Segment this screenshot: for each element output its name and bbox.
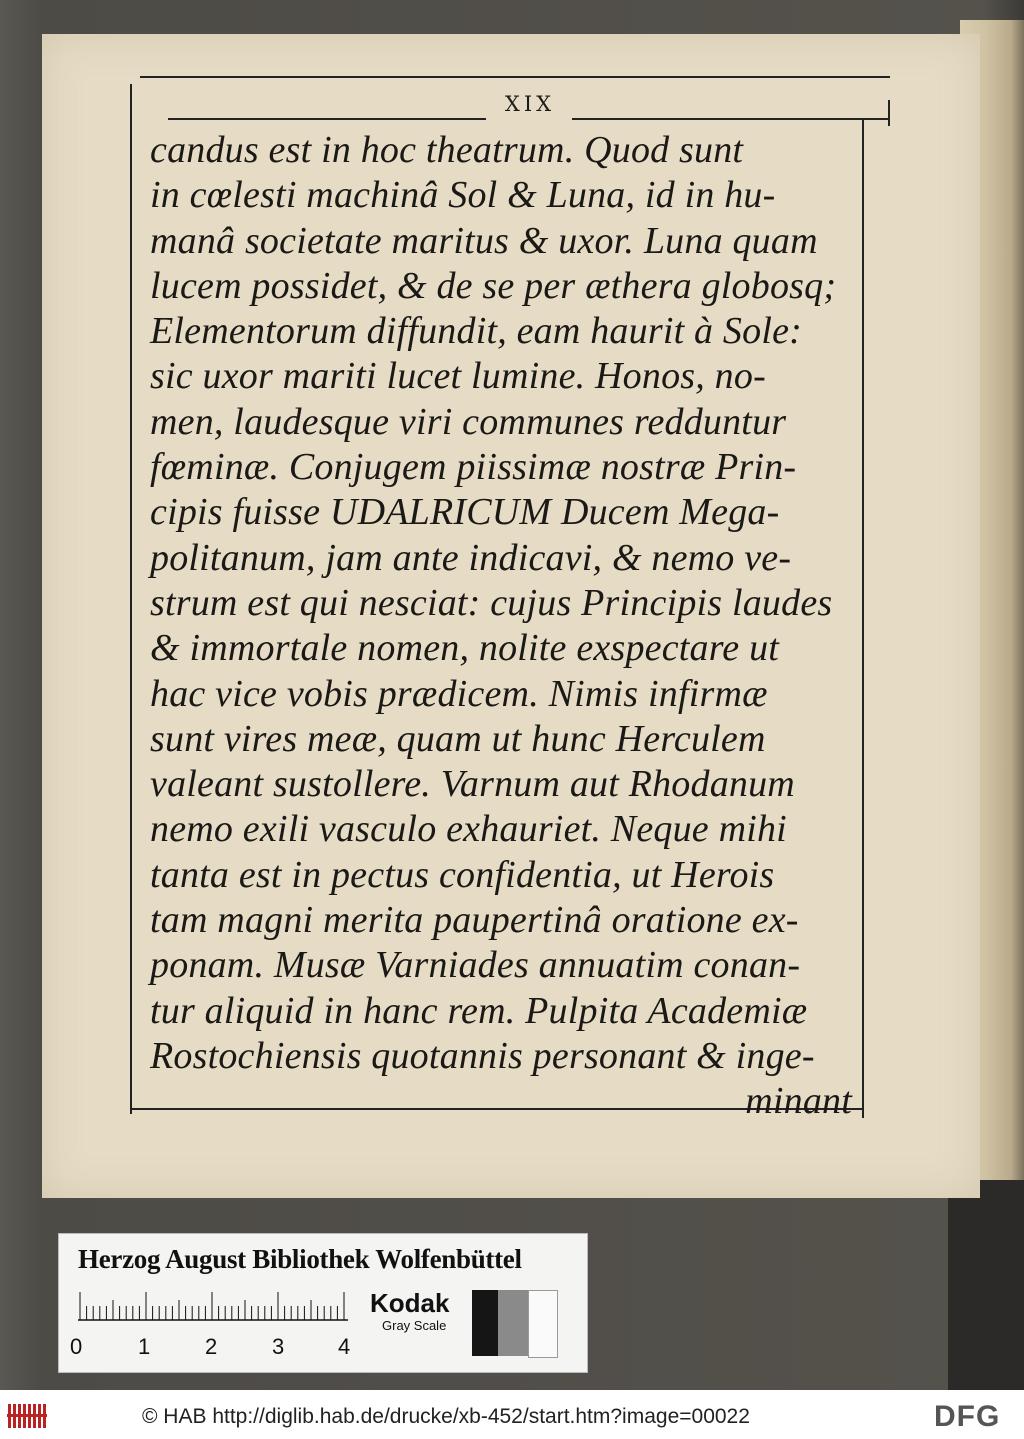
ruler-label: 3	[272, 1334, 285, 1359]
text-line: lucem possidet, & de se per æthera globosq;	[150, 264, 837, 307]
ruler-label: 2	[205, 1334, 218, 1359]
ruler-label: 4	[338, 1334, 351, 1359]
library-name: Herzog August Bibliothek Wolfenbüttel	[78, 1244, 522, 1274]
page-text	[150, 128, 872, 1125]
text-line: candus est in hoc theatrum. Quod sunt	[150, 129, 744, 171]
text-line: Elementorum diffundit, eam haurit à Sole:	[150, 310, 803, 353]
gray-swatch-black	[472, 1290, 498, 1356]
ruler-label: 1	[138, 1334, 151, 1359]
catchword: minant	[745, 1080, 852, 1123]
text-line: & immortale nomen, nolite exspectare ut	[150, 627, 780, 670]
kodak-logo: Kodak	[370, 1288, 450, 1318]
text-line: Rostochiensis quotannis personant & inge-	[150, 1034, 815, 1077]
text-line: sunt vires meæ, quam ut hunc Herculem	[150, 717, 766, 760]
text-line: men, laudesque viri communes redduntur	[150, 400, 787, 443]
text-line: tam magni merita paupertinâ oratione ex-	[150, 899, 799, 942]
text-line: sic uxor mariti lucet lumine. Honos, no-	[150, 355, 766, 398]
hab-logo-icon	[6, 1400, 50, 1432]
text-line: strum est qui nesciat: cujus Principis laudes	[150, 581, 833, 624]
frame-left-rule	[130, 84, 132, 1114]
header-rule-right	[572, 118, 888, 120]
text-line: manâ societate maritus & uxor. Luna quam	[150, 219, 818, 262]
book-edge-shadow	[948, 1180, 1024, 1390]
text-line: ponam. Musæ Varniades annuatim conan-	[150, 944, 801, 987]
ruler-scale	[78, 1291, 348, 1321]
text-line: in cœlesti machinâ Sol & Luna, id in hu-	[150, 174, 776, 217]
frame-right-top-rule	[888, 100, 890, 126]
text-line: tur aliquid in hanc rem. Pulpita Academiæ	[150, 989, 808, 1032]
footer-copyright-link[interactable]: © HAB http://diglib.hab.de/drucke/xb-452/start.htm?image=00022	[142, 1405, 750, 1428]
frame-top-rule	[140, 76, 890, 78]
text-line: fœminæ. Conjugem piissimæ nostræ Prin-	[150, 446, 797, 489]
gray-swatch-white	[528, 1290, 558, 1358]
text-line: politanum, jam ante indicavi, & nemo ve-	[150, 536, 792, 579]
text-line: valeant sustollere. Varnum aut Rhodanum	[150, 763, 795, 806]
ruler-label: 0	[70, 1334, 83, 1359]
kodak-gray-scale-label: Gray Scale	[382, 1318, 447, 1333]
header-rule-left	[168, 118, 486, 120]
dfg-logo: DFG	[934, 1400, 1001, 1433]
gray-swatch-mid	[498, 1290, 528, 1356]
text-line: cipis fuisse UDALRICUM Ducem Mega-	[150, 491, 780, 534]
text-line: nemo exili vasculo exhauriet. Neque mihi	[150, 808, 787, 851]
page-number: XIX	[504, 92, 556, 116]
text-line: tanta est in pectus confidentia, ut Herois	[150, 853, 775, 896]
text-line: hac vice vobis prædicem. Nimis infirmæ	[150, 672, 768, 715]
